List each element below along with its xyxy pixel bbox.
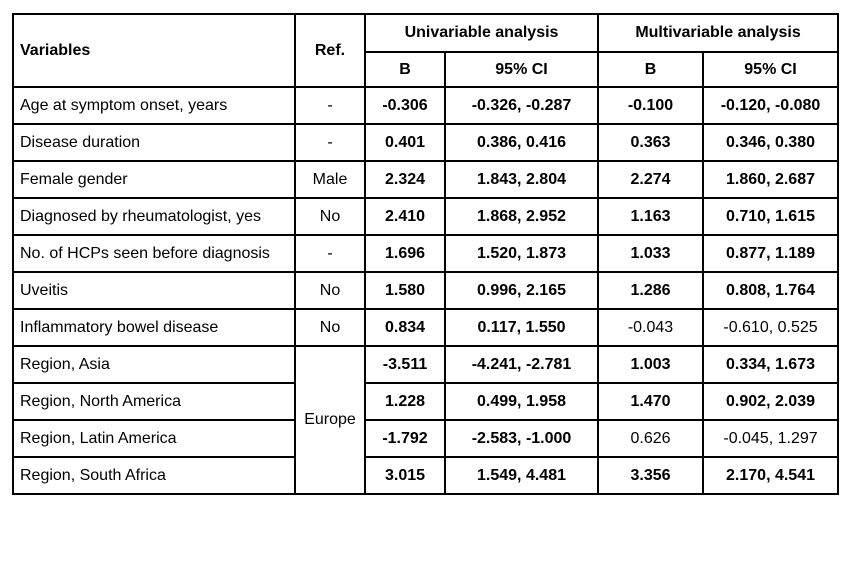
ref-cell: No <box>295 309 365 346</box>
column-header-variables: Variables <box>13 14 295 87</box>
table-row <box>13 272 838 309</box>
multi-ci-cell: -0.610, 0.525 <box>703 309 838 346</box>
variable-cell: No. of HCPs seen before diagnosis <box>13 235 295 272</box>
ref-cell-europe-merged: Europe <box>295 346 365 494</box>
multi-b-cell: 1.003 <box>598 346 703 383</box>
uni-ci-cell: 1.843, 2.804 <box>445 161 598 198</box>
variable-cell: Region, North America <box>13 383 295 420</box>
table-body <box>13 87 838 494</box>
uni-b-cell: -0.306 <box>365 87 445 124</box>
multi-b-cell: 1.470 <box>598 383 703 420</box>
uni-ci-cell: -4.241, -2.781 <box>445 346 598 383</box>
uni-b-cell: 2.324 <box>365 161 445 198</box>
multi-ci-cell: -0.120, -0.080 <box>703 87 838 124</box>
uni-ci-cell: -0.326, -0.287 <box>445 87 598 124</box>
multi-b-cell: 3.356 <box>598 457 703 494</box>
uni-b-cell: -1.792 <box>365 420 445 457</box>
table-row <box>13 87 838 124</box>
multi-b-cell: -0.043 <box>598 309 703 346</box>
table-row <box>13 420 838 457</box>
multi-b-cell: 0.626 <box>598 420 703 457</box>
uni-b-cell: 1.228 <box>365 383 445 420</box>
column-header-uni-b: B <box>365 52 445 87</box>
table-row <box>13 161 838 198</box>
multi-ci-cell: 0.346, 0.380 <box>703 124 838 161</box>
header-row-groups <box>13 14 838 52</box>
ref-cell: Male <box>295 161 365 198</box>
multi-ci-cell: 0.902, 2.039 <box>703 383 838 420</box>
multi-b-cell: 2.274 <box>598 161 703 198</box>
regression-results-table <box>12 13 839 495</box>
ref-cell: No <box>295 272 365 309</box>
uni-b-cell: 0.401 <box>365 124 445 161</box>
ref-cell: - <box>295 124 365 161</box>
uni-ci-cell: 0.996, 2.165 <box>445 272 598 309</box>
ref-cell: - <box>295 87 365 124</box>
variable-cell: Disease duration <box>13 124 295 161</box>
column-header-ref: Ref. <box>295 14 365 87</box>
variable-cell: Uveitis <box>13 272 295 309</box>
multi-b-cell: 1.286 <box>598 272 703 309</box>
uni-b-cell: 1.696 <box>365 235 445 272</box>
table-row <box>13 346 838 383</box>
multi-ci-cell: -0.045, 1.297 <box>703 420 838 457</box>
variable-cell: Age at symptom onset, years <box>13 87 295 124</box>
multi-ci-cell: 0.710, 1.615 <box>703 198 838 235</box>
multi-ci-cell: 0.334, 1.673 <box>703 346 838 383</box>
multi-ci-cell: 0.808, 1.764 <box>703 272 838 309</box>
column-header-multi-b: B <box>598 52 703 87</box>
uni-b-cell: 0.834 <box>365 309 445 346</box>
table-row <box>13 235 838 272</box>
uni-ci-cell: 1.868, 2.952 <box>445 198 598 235</box>
uni-b-cell: 1.580 <box>365 272 445 309</box>
table-header <box>13 14 838 87</box>
table-row <box>13 457 838 494</box>
variable-cell: Female gender <box>13 161 295 198</box>
variable-cell: Region, South Africa <box>13 457 295 494</box>
uni-ci-cell: 1.520, 1.873 <box>445 235 598 272</box>
variable-cell: Inflammatory bowel disease <box>13 309 295 346</box>
multi-b-cell: -0.100 <box>598 87 703 124</box>
variable-cell: Region, Asia <box>13 346 295 383</box>
multi-ci-cell: 2.170, 4.541 <box>703 457 838 494</box>
column-group-univariable: Univariable analysis <box>365 14 598 52</box>
multi-b-cell: 0.363 <box>598 124 703 161</box>
multi-b-cell: 1.033 <box>598 235 703 272</box>
table-row <box>13 383 838 420</box>
uni-b-cell: 3.015 <box>365 457 445 494</box>
variable-cell: Diagnosed by rheumatologist, yes <box>13 198 295 235</box>
multi-ci-cell: 0.877, 1.189 <box>703 235 838 272</box>
table-row <box>13 309 838 346</box>
uni-ci-cell: -2.583, -1.000 <box>445 420 598 457</box>
multi-b-cell: 1.163 <box>598 198 703 235</box>
variable-cell: Region, Latin America <box>13 420 295 457</box>
ref-cell: - <box>295 235 365 272</box>
ref-cell: No <box>295 198 365 235</box>
multi-ci-cell: 1.860, 2.687 <box>703 161 838 198</box>
uni-ci-cell: 0.386, 0.416 <box>445 124 598 161</box>
table-row <box>13 198 838 235</box>
column-header-uni-ci: 95% CI <box>445 52 598 87</box>
table-row <box>13 124 838 161</box>
uni-ci-cell: 1.549, 4.481 <box>445 457 598 494</box>
uni-b-cell: 2.410 <box>365 198 445 235</box>
column-group-multivariable: Multivariable analysis <box>598 14 838 52</box>
column-header-multi-ci: 95% CI <box>703 52 838 87</box>
uni-b-cell: -3.511 <box>365 346 445 383</box>
uni-ci-cell: 0.117, 1.550 <box>445 309 598 346</box>
uni-ci-cell: 0.499, 1.958 <box>445 383 598 420</box>
